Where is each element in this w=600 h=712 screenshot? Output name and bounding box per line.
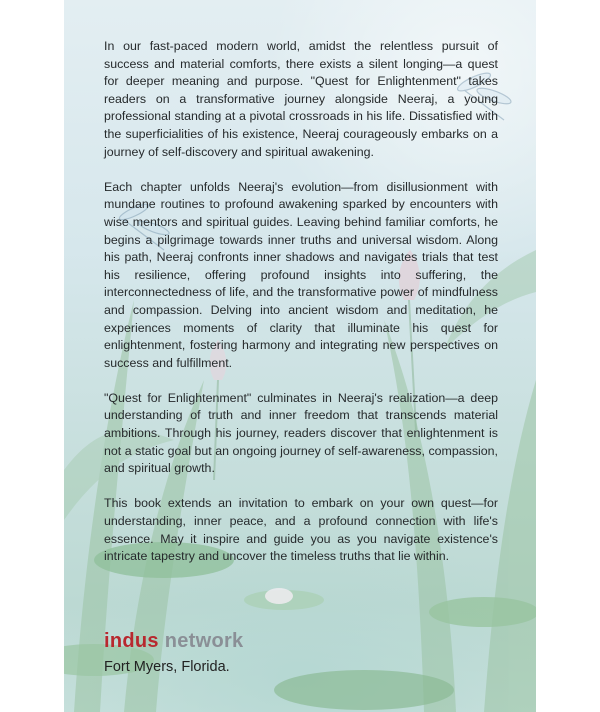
publisher-location: Fort Myers, Florida.	[104, 659, 230, 675]
blurb-paragraph-2: Each chapter unfolds Neeraj's evolution—from disillusionment with mundane routines to profound awakening sparked by encounters with wise mentors and spiritual guides. Leaving behind familiar comforts, he begins a pilgrimage towards inner truths and universal wisdom. Along his path, Neeraj confronts inner shadows and navigates trials that test his resilience, offering profound insights into suffering, the interconnectedness of life, and the transformative power of mindfulness and compassion. Delving into ancient wisdom and meditation, he experiences moments of clarity that illuminate his quest for enlightenment, fostering harmony and integrating new perspectives on success and fulfillment.	[104, 179, 498, 370]
logo-part-indus: indus	[104, 630, 159, 652]
blurb-paragraph-4: This book extends an invitation to embark on your own quest—for understanding, inner peace, and a profound connection with life's essence. May it inspire and guide you as you navigate existence's intricate tapestry and uncover the timeless truths that lie within.	[104, 496, 498, 564]
back-cover	[64, 0, 536, 712]
blurb-paragraph-3: "Quest for Enlightenment" culminates in Neeraj's realization—a deep understanding of truth and inner freedom that transcends material ambitions. Through his journey, readers discover that enlightenment is not a static goal but an ongoing journey of self-awareness, compassion, and spiritual growth.	[104, 390, 498, 476]
blurb	[104, 38, 498, 583]
blurb-paragraph-1: In our fast-paced modern world, amidst the relentless pursuit of success and material comforts, there exists a silent longing—a quest for deeper meaning and purpose. "Quest for Enlightenment" takes readers on a transformative journey alongside Neeraj, a young professional standing at a pivotal crossroads in his life. Dissatisfied with the superficialities of his existence, Neeraj courageously embarks on a journey of self-discovery and spiritual awakening.	[104, 39, 498, 159]
publisher-block	[104, 630, 243, 676]
publisher-logo	[104, 630, 243, 652]
logo-part-network: network	[158, 630, 244, 652]
